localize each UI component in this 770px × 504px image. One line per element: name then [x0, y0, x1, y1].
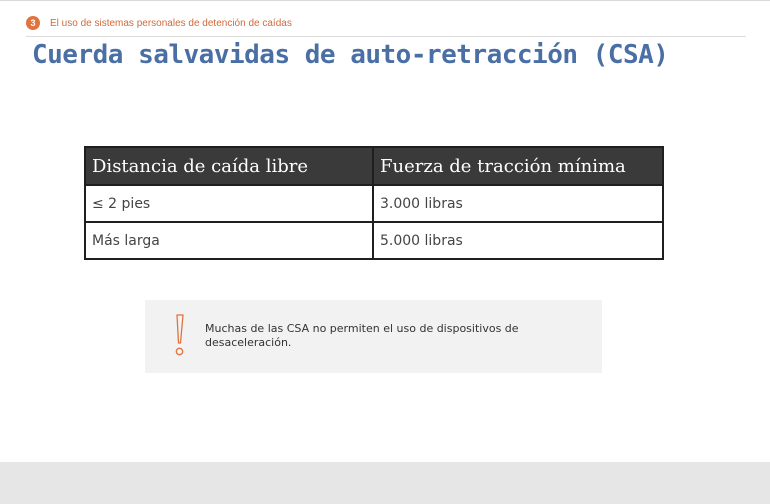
table-cell: 3.000 libras	[373, 185, 663, 222]
table-header-row	[85, 147, 663, 185]
table-header-cell: Fuerza de tracción mínima	[373, 147, 663, 185]
requirements-table	[84, 146, 664, 260]
page-title: Cuerda salvavidas de auto-retracción (CSA)	[32, 40, 669, 70]
table-cell: 5.000 libras	[373, 222, 663, 259]
breadcrumb: El uso de sistemas personales de detención de caídas	[50, 17, 292, 29]
header-divider	[26, 36, 746, 37]
step-number-badge: 3	[26, 16, 40, 30]
top-divider	[0, 0, 770, 1]
table-cell: Más larga	[85, 222, 373, 259]
table-row	[85, 222, 663, 259]
bottom-toolbar	[0, 462, 770, 504]
table-cell: ≤ 2 pies	[85, 185, 373, 222]
table-row	[85, 185, 663, 222]
note-text: Muchas de las CSA no permiten el uso de dispositivos de desaceleración.	[205, 322, 519, 349]
exclamation-icon	[171, 312, 189, 358]
note-box	[145, 300, 602, 373]
section-header	[26, 15, 292, 31]
table-header-cell: Distancia de caída libre	[85, 147, 373, 185]
